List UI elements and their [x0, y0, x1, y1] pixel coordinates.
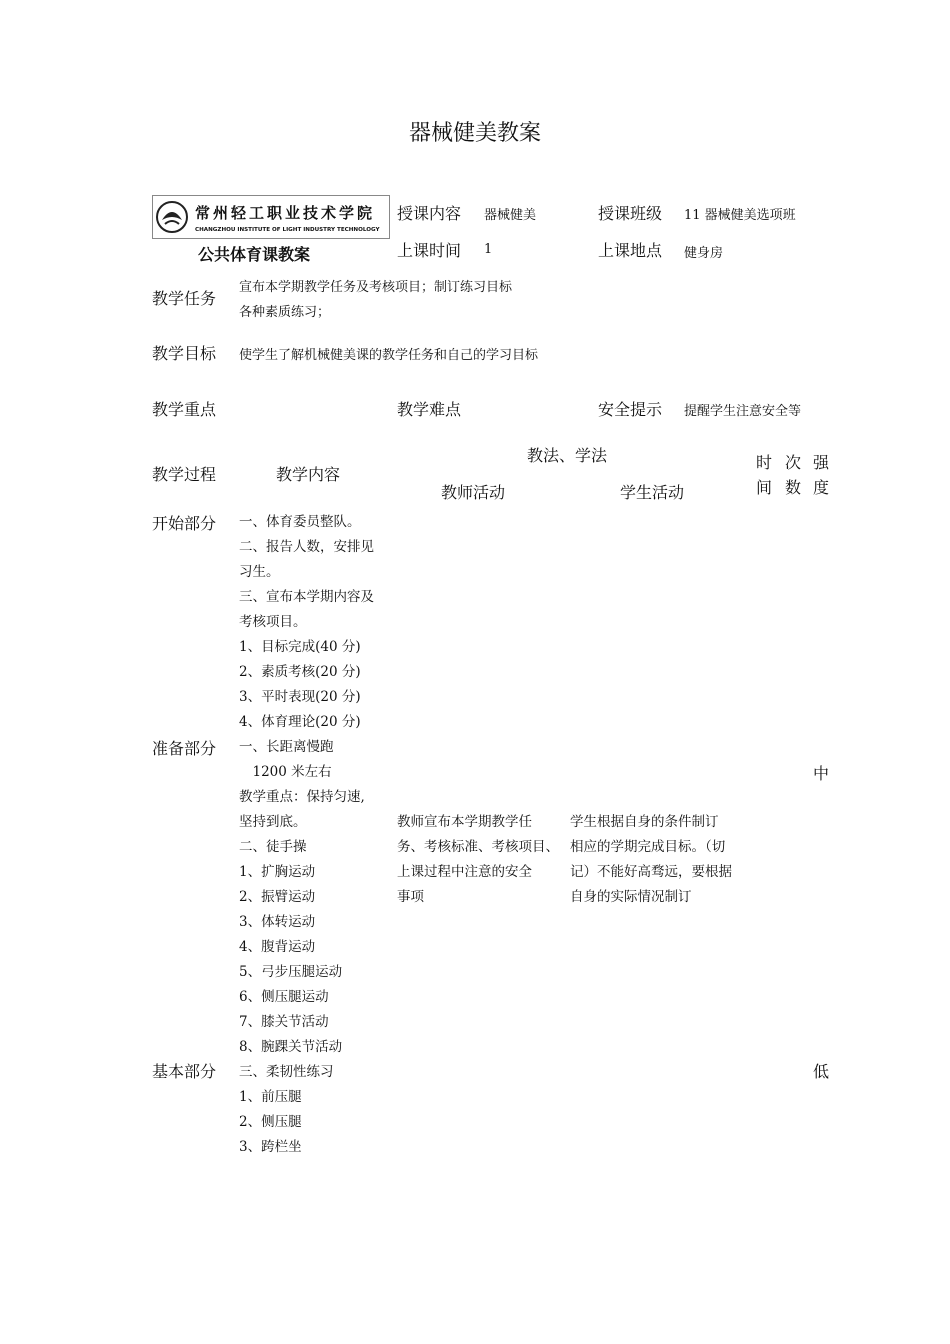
prep-intensity: 中 — [813, 764, 830, 783]
teacher-activity-line: 事项 — [397, 889, 424, 905]
time-header-2: 间 — [756, 478, 773, 497]
class-label: 授课班级 — [598, 204, 663, 223]
content-line: 三、宣布本学期内容及 — [239, 589, 374, 605]
content-list — [239, 510, 374, 1160]
content-value: 器械健美 — [484, 208, 537, 223]
school-logo — [152, 195, 390, 239]
class-value: 11 器械健美选项班 — [684, 208, 796, 223]
task-line-1: 宣布本学期教学任务及考核项目；制订练习目标 — [239, 280, 513, 295]
content-line: 3、平时表现(20 分) — [239, 689, 361, 705]
goal-label: 教学目标 — [152, 344, 217, 363]
task-label: 教学任务 — [152, 289, 217, 308]
content-line: 坚持到底。 — [239, 814, 307, 830]
teacher-activity-line: 上课过程中注意的安全 — [397, 864, 532, 880]
content-line: 4、腹背运动 — [239, 939, 316, 955]
place-value: 健身房 — [684, 246, 724, 261]
teacher-activity-line: 教师宣布本学期教学任 — [397, 814, 532, 830]
content-line: 二、报告人数，安排见 — [239, 539, 374, 555]
content-line: 三、柔韧性练习 — [239, 1064, 334, 1080]
goal-value: 使学生了解机械健美课的教学任务和自己的学习目标 — [239, 348, 539, 363]
content-line: 2、振臂运动 — [239, 889, 316, 905]
content-line: 考核项目。 — [239, 614, 307, 630]
school-emblem-icon — [153, 196, 389, 238]
content-line: 1、扩胸运动 — [239, 864, 316, 880]
content-line: 一、长距离慢跑 — [239, 739, 334, 755]
intensity-header-2: 度 — [813, 478, 830, 497]
section-basic: 基本部分 — [152, 1062, 217, 1081]
content-line: 2、素质考核(20 分) — [239, 664, 361, 680]
safety-label: 安全提示 — [598, 400, 663, 419]
time-label: 上课时间 — [397, 241, 462, 260]
content-line: 5、弓步压腿运动 — [239, 964, 343, 980]
time-header-1: 时 — [756, 453, 773, 472]
content-line: 2、侧压腿 — [239, 1114, 302, 1130]
process-header: 教学过程 — [152, 465, 217, 484]
count-header-1: 次 — [785, 453, 802, 472]
content-label: 授课内容 — [397, 204, 462, 223]
content-line: 6、侧压腿运动 — [239, 989, 329, 1005]
section-start: 开始部分 — [152, 514, 217, 533]
content-line: 1、目标完成(40 分) — [239, 639, 361, 655]
intensity-header-1: 强 — [813, 453, 830, 472]
place-label: 上课地点 — [598, 241, 663, 260]
method-header: 教法、学法 — [527, 446, 608, 465]
content-line: 1200 米左右 — [239, 764, 332, 780]
teacher-activity — [397, 810, 559, 910]
content-line: 8、腕踝关节活动 — [239, 1039, 343, 1055]
content-line: 习生。 — [239, 564, 280, 580]
content-line: 二、徒手操 — [239, 839, 307, 855]
student-activity-line: 学生根据自身的条件制订 — [570, 814, 719, 830]
content-line: 一、体育委员整队。 — [239, 514, 361, 530]
count-header-2: 数 — [785, 478, 802, 497]
student-header: 学生活动 — [620, 483, 685, 502]
time-value: 1 — [484, 242, 493, 257]
content-header: 教学内容 — [276, 465, 341, 484]
teacher-activity-line: 务、考核标准、考核项目、 — [397, 839, 559, 855]
teacher-header: 教师活动 — [441, 483, 506, 502]
task-line-2: 各种素质练习； — [239, 305, 331, 320]
section-prep: 准备部分 — [152, 739, 217, 758]
logo-school-en: CHANGZHOU INSTITUTE OF LIGHT INDUSTRY TECHNOLOGY — [195, 227, 380, 233]
content-line: 7、膝关节活动 — [239, 1014, 329, 1030]
student-activity — [570, 810, 732, 910]
content-line: 3、体转运动 — [239, 914, 316, 930]
content-line: 3、跨栏坐 — [239, 1139, 302, 1155]
logo-school-cn: 常州轻工职业技术学院 — [195, 204, 376, 222]
document-subtitle: 公共体育课教案 — [198, 245, 311, 264]
student-activity-line: 相应的学期完成目标。（切 — [570, 839, 726, 855]
basic-intensity: 低 — [813, 1062, 830, 1081]
difficulty-label: 教学难点 — [397, 400, 462, 419]
content-line: 教学重点：保持匀速, — [239, 789, 365, 805]
content-line: 1、前压腿 — [239, 1089, 302, 1105]
safety-value: 提醒学生注意安全等 — [684, 404, 802, 419]
document-title: 器械健美教案 — [408, 121, 541, 146]
student-activity-line: 自身的实际情况制订 — [570, 889, 692, 905]
focus-label: 教学重点 — [152, 400, 217, 419]
content-line: 4、体育理论(20 分) — [239, 714, 361, 730]
student-activity-line: 记）不能好高骛远，要根据 — [570, 864, 732, 880]
